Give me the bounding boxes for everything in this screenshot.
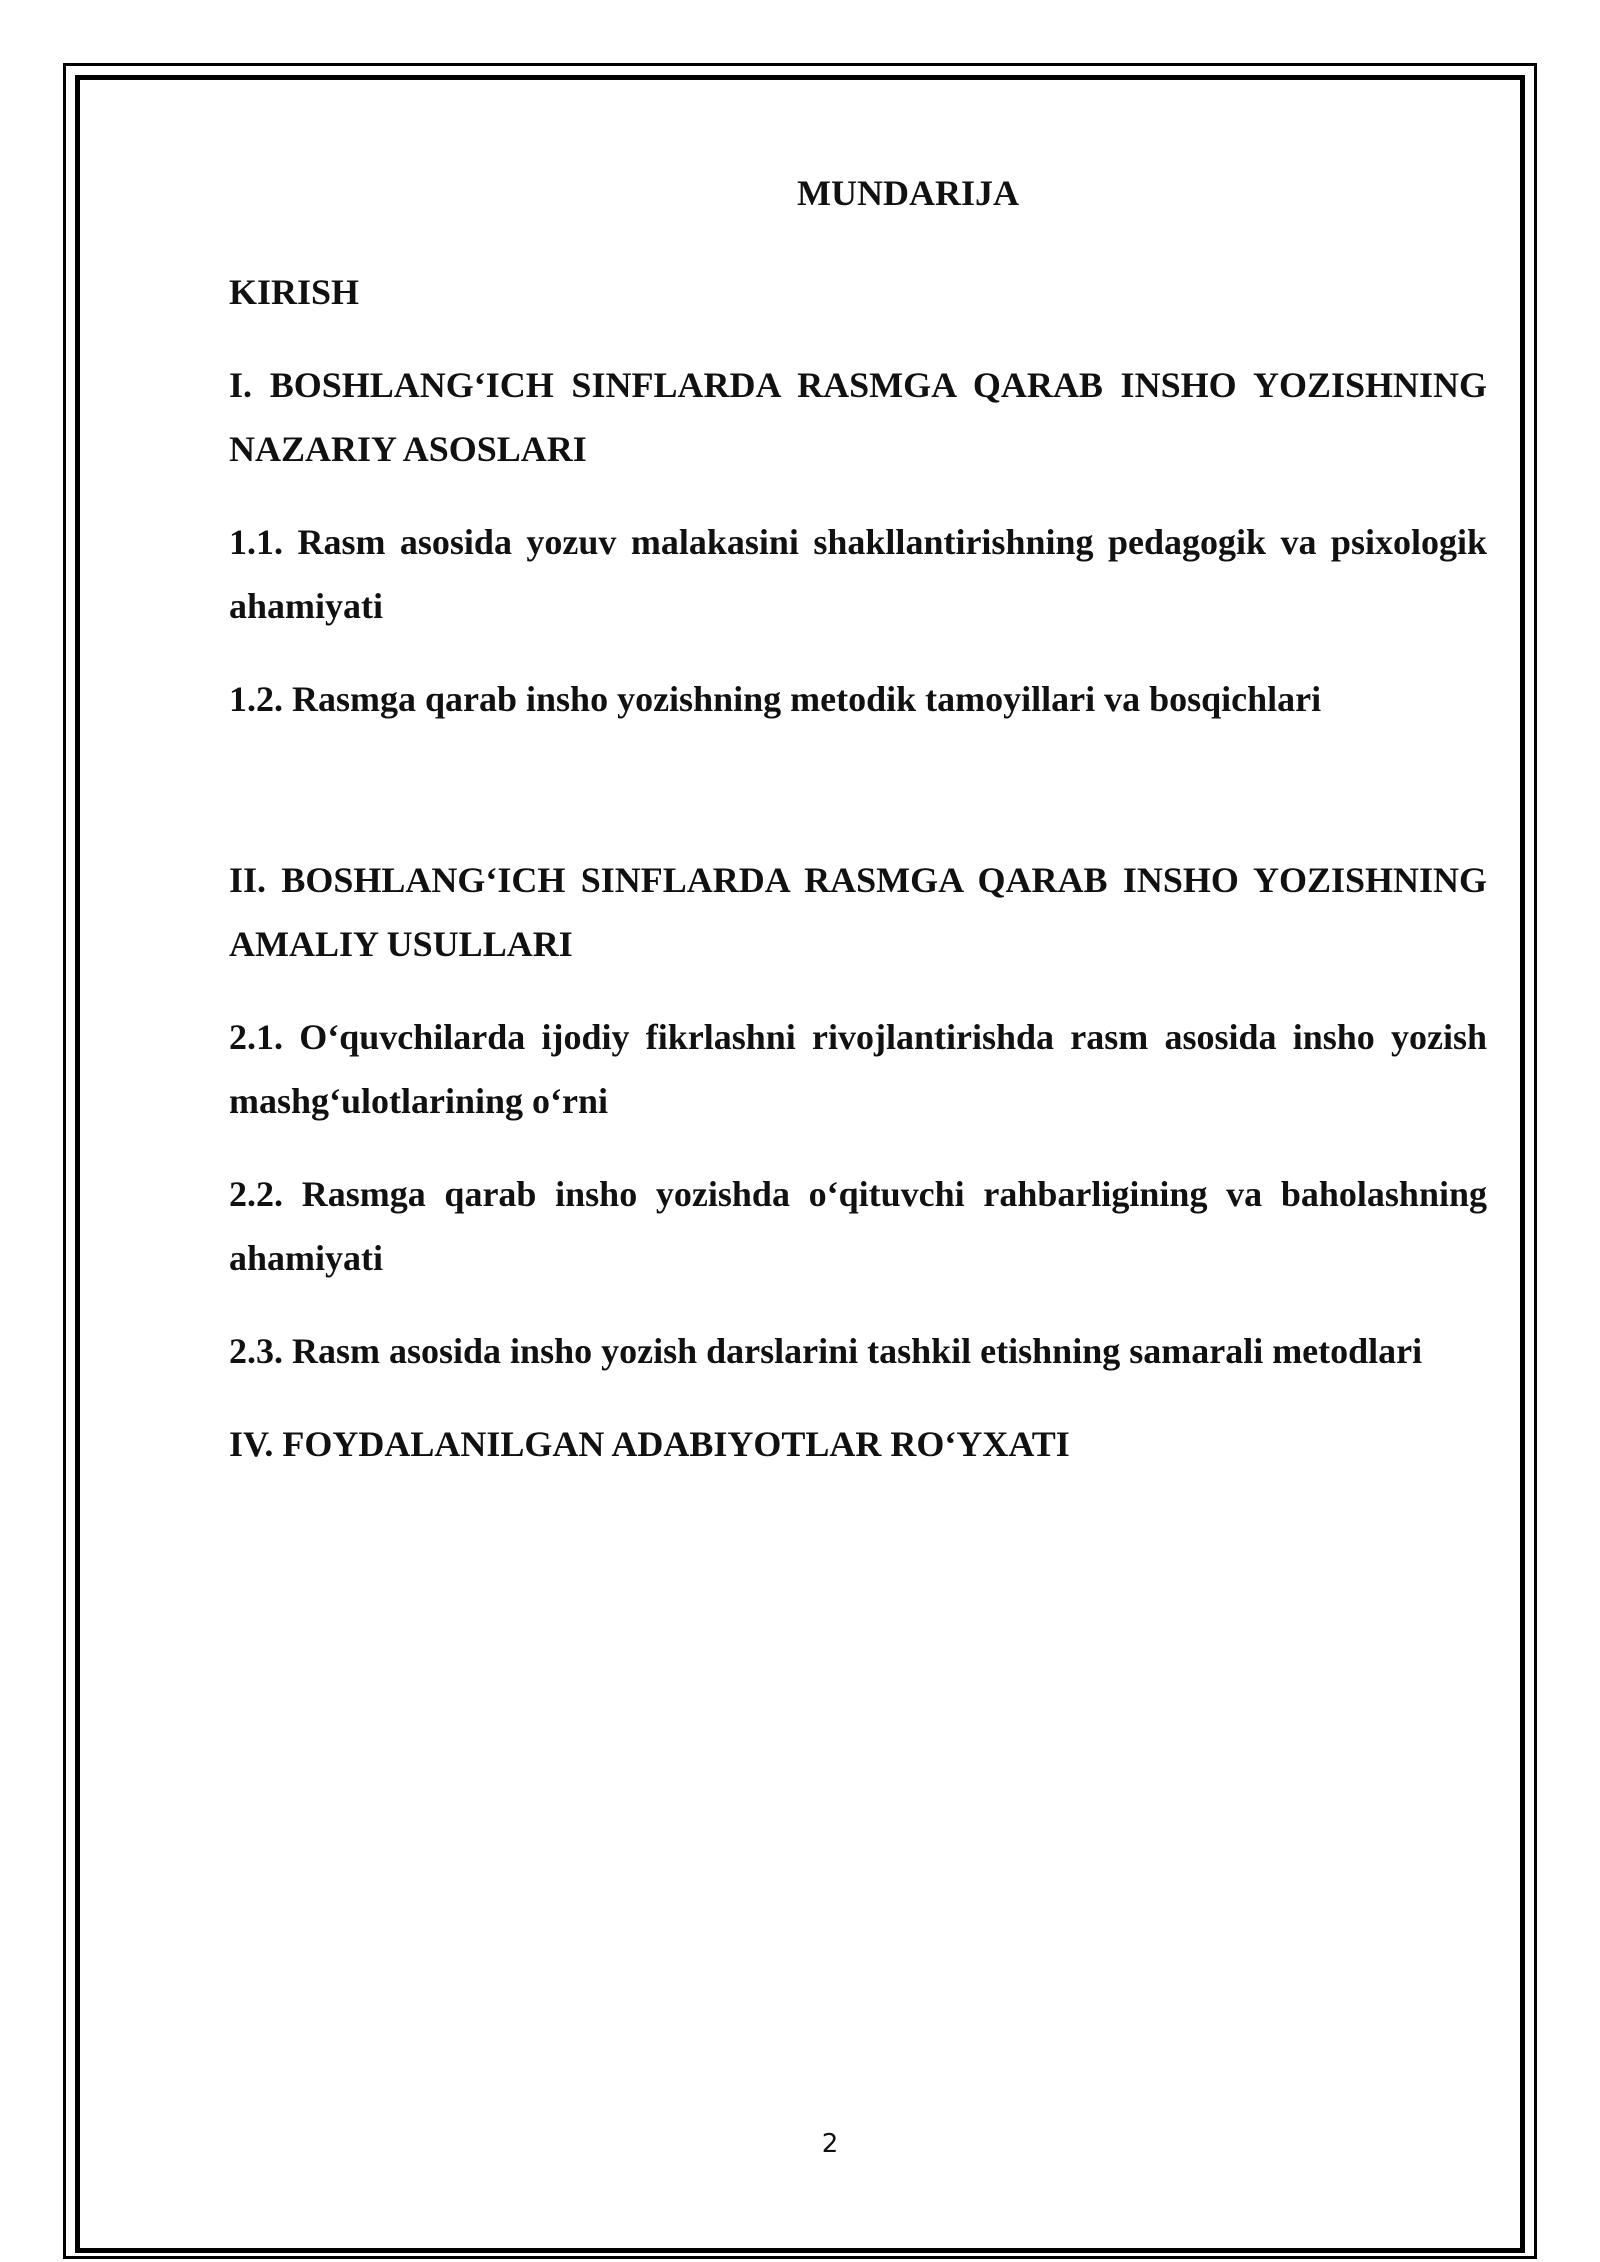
- table-of-contents: [229, 168, 1487, 1505]
- toc-entry-section-2-2: 2.2. Rasmga qarab insho yozishda o‘qituvchi rahbarligining va baholashning ahamiyati: [229, 1174, 1487, 1278]
- toc-entry-section-1-1: 1.1. Rasm asosida yozuv malakasini shakllantirishning pedagogik va psixologik ahamiyati: [229, 522, 1487, 626]
- toc-entry-chapter-2: II. BOSHLANG‘ICH SINFLARDA RASMGA QARAB INSHO YOZISHNING AMALIY USULLARI: [229, 860, 1487, 964]
- toc-title: MUNDARIJA: [797, 173, 1019, 213]
- toc-entry-references: IV. FOYDALANILGAN ADABIYOTLAR RO‘YXATI: [229, 1424, 1070, 1464]
- page-number: 2: [821, 2129, 839, 2159]
- toc-entry-chapter-1: I. BOSHLANG‘ICH SINFLARDA RASMGA QARAB INSHO YOZISHNING NAZARIY ASOSLARI: [229, 365, 1487, 469]
- toc-entry-section-1-2: 1.2. Rasmga qarab insho yozishning metodik tamoyillari va bosqichlari: [229, 679, 1322, 719]
- toc-entry-introduction: KIRISH: [229, 272, 360, 312]
- toc-entry-section-2-3: 2.3. Rasm asosida insho yozish darslarini tashkil etishning samarali metodlari: [229, 1331, 1423, 1371]
- toc-entry-section-2-1: 2.1. O‘quvchilarda ijodiy fikrlashni rivojlantirishda rasm asosida insho yozish mashg‘ulotlarining o‘rni: [229, 1017, 1487, 1121]
